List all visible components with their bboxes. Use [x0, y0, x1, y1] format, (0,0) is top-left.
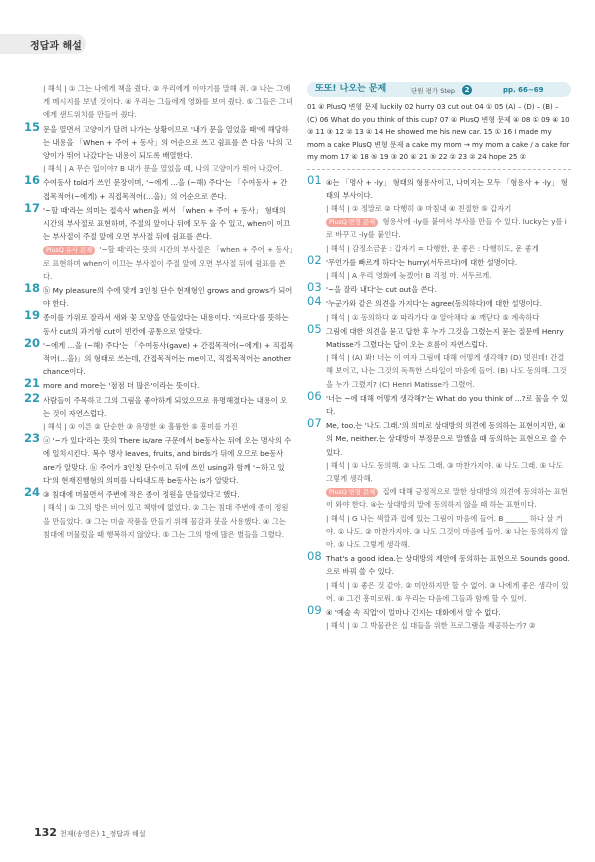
- answer-item-19: [24, 308, 294, 337]
- item-text: 사람들이 주목하고 그의 그림을 좋아하게 되었으므로 유명해졌다는 내용이 오는 것이 자연스럽다.: [43, 395, 288, 418]
- page-range: pp. 66~69: [503, 86, 544, 94]
- item-number: 08: [307, 549, 322, 564]
- plusq-badge: PlusQ 변형 문제: [326, 218, 378, 227]
- answer-item-09: [307, 603, 571, 632]
- item-number: 19: [24, 308, 41, 323]
- right-column: [307, 82, 571, 633]
- item-note: | 해석 | (A) 봐! 너는 이 여자 그림에 대해 어떻게 생각해? (D) 멋진데! 간결해 보이고, 나는 그것의 독특한 스타일이 마음에 들어. (B) 나도 동의해. 그것을 누가 그렸지? (C) Henri Matisse가 그렸어.: [326, 353, 567, 389]
- item-number: 01: [307, 172, 322, 187]
- answer-item-07: [307, 416, 571, 551]
- item-text: '~을 잘라 내다'는 cut out을 쓴다.: [326, 285, 437, 295]
- item-note: | 해석 | ① 그의 방은 비어 있고 책밖에 없었다. ② 그는 침대 주변에 종이 정원을 만들었다. ③ 그는 미술 작품을 만들기 위해 물감과 붓을 사용했다. ④ 그는 침대에 머물렀을 때 행복하지 않았다. ⑤ 그는 그의 방에 많은 별들을 그렸다.: [43, 503, 289, 539]
- answer-item-01: [307, 172, 571, 255]
- item-text: 종이를 가위로 잘라서 새와 꽃 모양을 만들었다는 내용이다. '자르다'를 뜻하는 동사 cut의 과거형 cut이 빈칸에 공통으로 알맞다.: [43, 313, 289, 336]
- item-number: 16: [24, 173, 41, 188]
- answer-item-24: [24, 485, 294, 541]
- item-note-2: | 해석 | G 나는 색깔과 집에 있는 그림이 마음에 들어. B ______ 하나 살 거야. ① 나도. ② 마찬가지야. ③ 나도 그것이 마음에 들어. ④ 나는 동의하지 않아. ⑤ 나도 그렇게 생각해.: [326, 513, 568, 549]
- item-note: | 해석 | ① 좋은 것 같아. ② 미안하지만 할 수 없어. ③ 나에게 좋은 생각이 있어. ④ 그건 흥미로워. ⑤ 우리는 다음에 그들과 함께 할 수 있어.: [326, 580, 569, 603]
- divider: [307, 169, 571, 170]
- item-number: 02: [307, 252, 322, 267]
- plusq-badge: PlusQ 유사 문제: [43, 246, 95, 255]
- item-text: '누군가와 같은 의견을 가지다'는 agree(동의하다)에 대한 설명이다.: [326, 299, 543, 309]
- item-text: 수여동사 told가 쓰인 문장이며, '~에게 …을 (~해) 주다'는 「수여동사 + 간접목적어(~에게) + 직접목적어(…을)」의 어순으로 쓴다.: [43, 178, 288, 201]
- item-text: '너는 ~에 대해 어떻게 생각해?'는 What do you think of ...?로 물을 수 있다.: [326, 393, 568, 416]
- item-number: 03: [307, 280, 322, 295]
- item-note: | 해석 | ① 그 박물관은 십 대들을 위한 프로그램을 제공하는가? ②: [326, 621, 536, 631]
- quiz-tag: 단원 평가 Step: [411, 87, 456, 95]
- section-tab: [0, 34, 86, 54]
- answer-key: 01 ④ PlusQ 변형 문제 luckily 02 hurry 03 cut out 04 ① 05 (A) – (D) – (B) – (C) 06 What do you think of this cup? 07 ④ PlusQ 변형 문제 ④ 08 ① 09 ④ 10 ③ 11 ③ 12 ② 13 ④ 14 He showed me his new car. 15 ① 16 I made my mom a cake PlusQ 변형 문제 a cake my mom → my mom a cake / a cake for my mom 17 ④ 18 ⑤ 19 ③ 20 ④ 21 ⑤ 22 ② 23 ② 24 hope 25 ②: [307, 103, 570, 161]
- item-note: | 해석 | ① 나도 동의해. ② 나도 그래. ③ 마찬가지야. ④ 나도 그래. ⑤ 나도 그렇게 생각해.: [326, 460, 563, 483]
- item-number: 06: [307, 388, 322, 403]
- plusq-text: '~할 때'라는 뜻의 시간의 부사절은 「when + 주어 + 동사」로 표현하며 when이 이끄는 부사절이 주절 앞에 오면 부사절 뒤에 쉼표를 쓴다.: [43, 245, 294, 281]
- answer-item-20: [24, 335, 294, 379]
- answer-item-05: [307, 321, 571, 391]
- item-number: 17: [24, 200, 41, 215]
- footer-text: 천재(송영은) 1_정답과 해설: [60, 830, 146, 838]
- item-note: | 해석 | ① 동의하다 ② 따라가다 ③ 알아채다 ④ 깨닫다 ⑤ 계속하다: [326, 312, 540, 322]
- item-number: 18: [24, 281, 41, 296]
- item-text: ⓐ '~가 있다'라는 뜻의 There is/are 구문에서 be동사는 뒤에 오는 명사의 수에 일치시킨다. 복수 명사 leaves, fruits, and birds가 뒤에 오므로 be동사 are가 알맞다. ⓑ 주어가 3인칭 단수이고 뒤에 쓰인 using과 함께 '~하고 있다'의 현재진행형의 의미를 나타내도록 be동사는 is가 알맞다.: [43, 436, 292, 485]
- item-note: | 해석 | A 무슨 일이야? B 내가 문을 열었을 때, 나의 고양이가 뛰어 나갔어.: [43, 164, 283, 174]
- item-number: 22: [24, 390, 41, 405]
- answer-item-22: [24, 390, 294, 434]
- item-number: 09: [307, 603, 322, 617]
- answer-item-03: [307, 280, 571, 296]
- item-note-2: | 해석 | 감정소금운 : 갑자기 = 다행한, 운 좋은 : 다행히도, 운 좋게: [326, 243, 539, 253]
- answer-item-16: [24, 173, 294, 202]
- item-number: 24: [24, 485, 41, 500]
- plusq-block: [326, 215, 571, 241]
- item-text: more and more는 '점점 더 많은'이라는 뜻이다.: [43, 381, 200, 391]
- answer-item-06: [307, 388, 571, 418]
- item-text: '~에게 …을 (~해) 주다'는 「수여동사(gave) + 간접목적어(~에게) + 직접목적어(…을)」의 형태로 쓰는데, 간접목적어는 me이고, 직접목적어는 another chance이다.: [43, 340, 294, 377]
- item-number: 05: [307, 321, 322, 336]
- item-text: 그림에 대한 의견을 묻고 답한 후 누가 그것을 그렸는지 묻는 질문에 Henry Matisse가 그렸다는 답이 오는 흐름이 자연스럽다.: [326, 326, 564, 349]
- section-tab-label: 정답과 해설: [30, 41, 82, 52]
- item-text: '무언가를 빠르게 하다'는 hurry(서두르다)에 대한 설명이다.: [326, 257, 518, 267]
- item-note: | 해석 | A 우리 영화에 늦겠어! B 걱정 마. 서두르게.: [326, 270, 492, 280]
- answer-item-04: [307, 294, 571, 323]
- plusq-text: 형용사에 -ly를 붙여서 부사를 만들 수 있다. lucky는 y를 i로 바꾸고 -ly를 붙인다.: [326, 217, 567, 240]
- item-number: 21: [24, 376, 41, 391]
- item-text: Me, too.는 '나도 그래.'의 의미로 상대방의 의견에 동의하는 표현이지만, ④의 Me, neither.는 상대방이 부정문으로 말했을 때 동의하는 표현으로 쓸 수 있다.: [326, 421, 567, 457]
- answer-item-18: [24, 281, 294, 310]
- item-number: 07: [307, 416, 322, 431]
- item-note: | 해석 | ① 정말로 ② 다행히 ③ 마침내 ④ 친절한 ⑤ 갑자기: [326, 203, 512, 213]
- item-text: ③ 침대에 머물면서 주변에 작은 종이 정원을 만들었다고 했다.: [43, 490, 240, 500]
- answer-item-08: [307, 549, 571, 605]
- page-number: 132: [34, 826, 57, 839]
- answer-item-02: [307, 252, 571, 282]
- plusq-block: [326, 485, 571, 511]
- quiz-title: 또또! 나오는 문제: [315, 84, 387, 94]
- item-text: ⓑ My pleasure의 수에 맞게 3인칭 단수 현재형인 grows and grows가 되어야 한다.: [43, 286, 293, 309]
- intro-note: | 해석 | ① 그는 나에게 책을 줬다. ② 우리에게 이야기를 말해 줘. ③ 나는 그에게 메시지를 보낼 것이다. ④ 우리는 그들에게 영화를 보여 줬다. ⑤ 그들은 그녀에게 샌드위치를 만들어 줬다.: [43, 84, 293, 120]
- item-text: ④ '예술 속 직업'이 얼마나 긴지는 대화에서 알 수 없다.: [326, 608, 501, 617]
- item-number: 23: [24, 431, 41, 446]
- item-note: | 해석 | ① 이른 ② 단순한 ③ 유명한 ④ 훌륭한 ⑤ 흥미를 가진: [43, 422, 238, 432]
- plusq-badge: PlusQ 변형 문제: [326, 488, 378, 497]
- answer-item-21: [24, 376, 294, 392]
- step-badge: 2: [462, 84, 472, 97]
- item-number: 04: [307, 294, 322, 309]
- quiz-header-bar: [307, 82, 571, 97]
- item-text: 문을 열면서 고양이가 달려 나가는 상황이므로 '내가 문을 열었을 때'에 해당하는 내용을 「When + 주어 + 동사」의 어순으로 쓰고 쉼표를 쓴 다음 '나의 고양이가 뛰어 나갔다'는 내용이 되도록 배열한다.: [43, 124, 293, 161]
- left-column: [24, 82, 294, 542]
- item-number: 20: [24, 335, 41, 350]
- item-text: ④는 「명사 + -ly」 형태의 형용사이고, 나머지는 모두 「형용사 + -ly」 형태의 부사이다.: [326, 177, 568, 200]
- item-number: 15: [24, 119, 41, 134]
- plusq-text: 집에 대해 긍정적으로 말한 상대방의 의견에 동의하는 표현이 와야 한다. ④는 상대방의 말에 동의하지 않을 때 하는 표현이다.: [326, 487, 568, 510]
- answer-item-23: [24, 431, 294, 487]
- answer-item-17: [24, 200, 294, 283]
- plusq-block: [43, 243, 294, 283]
- item-text: That's a good idea.는 상대방의 제안에 동의하는 표현으로 Sounds good.으로 바꿔 쓸 수 있다.: [326, 554, 570, 577]
- answer-item-15: [24, 119, 294, 176]
- item-text: '~할 때'라는 의미는 접속사 when을 써서 「when + 주어 + 동사」 형태의 시간의 부사절로 표현하며, 주절의 앞이나 뒤에 모두 올 수 있고, when이 이끄는 부사절이 주절 앞에 오면 부사절 뒤에 쉼표를 쓴다.: [43, 205, 291, 242]
